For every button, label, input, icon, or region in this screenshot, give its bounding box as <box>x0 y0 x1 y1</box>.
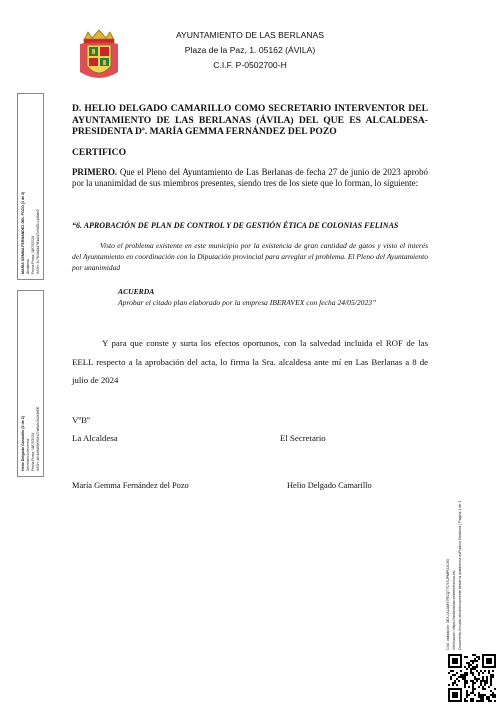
secretario-name: Helio Delgado Camarillo <box>287 481 372 490</box>
primero-text: Que el Pleno del Ayuntamiento de Las Berlanas de fecha 27 de junio de 2023 aprobó por la unanimidad de sus miembros presentes, siendo tres de los siete que lo forman, lo siguiente: <box>72 167 428 189</box>
signature-box-2 <box>17 290 44 477</box>
closing-paragraph <box>72 334 428 390</box>
primero-paragraph <box>72 167 428 189</box>
signature-1-role: Alcaldesa <box>26 259 30 274</box>
qr-code-icon <box>448 654 496 702</box>
verification-csv: Cód. Validación: 3EXJ ALAMY7RCQ77CYSJPMPG2C93 <box>446 559 450 650</box>
signature-2-name: Helio Delgado Camarillo (2 de 2) <box>21 416 25 471</box>
primero-label: PRIMERO. <box>72 167 118 177</box>
signature-box-1 <box>17 93 44 280</box>
secretario-label: El Secretario <box>280 433 326 443</box>
coat-of-arms-icon <box>78 28 120 86</box>
signature-2-hash: HASH: a5c1e8d09b3f04427af6d9c5b2e18f30 <box>36 406 40 471</box>
certifico-heading: CERTIFICO <box>72 147 127 158</box>
verification-url: Verificación: https://lasberlanas.sedelectronica.es/ <box>452 570 456 650</box>
closing-text: Y para que conste y surta los efectos oportunos, con la salvedad incluida el ROF de las EELL respecto a la aprobación del acta, lo firma la Sra. alcaldesa ante mí en Las Berlanas a 8 de julio de 2024 <box>72 338 428 385</box>
agenda-item-title: “6. APROBACIÓN DE PLAN DE CONTROL Y DE GESTIÓN ÉTICA DE COLONIAS FELINAS <box>72 221 399 230</box>
municipality-cif: C.I.F. P-0502700-H <box>213 60 287 70</box>
alcaldesa-label: La Alcaldesa <box>72 433 118 443</box>
acuerda-text: Aprobar el citado plan elaborado por la empresa IBERAVEX con fecha 24/05/2023” <box>118 298 377 307</box>
municipality-name: AYUNTAMIENTO DE LAS BERLANAS <box>175 30 325 40</box>
signature-1-hash: HASH: 3c78c0a1dd7f81a1b7e9d52cc1d5afe2 <box>36 209 40 274</box>
signature-1-name: MARIA GEMMA FERNANDEZ DEL POZO (1 de 2) <box>21 191 25 274</box>
alcaldesa-name: María Gemma Fernández del Pozo <box>72 481 189 490</box>
signature-1-date: Fecha Firma: 08/07/2024 <box>31 236 35 274</box>
acuerda-heading: ACUERDA <box>118 287 155 296</box>
signature-2-date: Fecha Firma: 08/07/2024 <box>31 433 35 471</box>
document-title: D. HELIO DELGADO CAMARILLO COMO SECRETARIO INTERVENTOR DEL AYUNTAMIENTO DE LAS BERLANAS (ÁVILA) DEL QUE ES ALCALDESA-PRESIDENTA Dª. MARÍA GEMMA FERNÁNDEZ DEL POZO <box>72 103 428 138</box>
agenda-item-text: Visto el problema existente en este municipio por la existencia de gran cantidad de gatos y visto el interés del Ayuntamiento en coordinación con la Diputación provincial para arreglar el problema. El Pleno del Ayuntamiento por unanimidad <box>72 241 428 272</box>
municipality-address: Plaza de la Paz, 1. 05162 (ÁVILA) <box>184 45 316 55</box>
agenda-item-body <box>72 240 428 273</box>
visto-bueno: VºBº <box>72 415 90 425</box>
verification-note: Documento firmado electrónicamente desde la plataforma esPublico Gestiona | Página 1 de 1 <box>458 500 462 650</box>
signature-2-role: Secretario Interventor <box>26 438 30 471</box>
